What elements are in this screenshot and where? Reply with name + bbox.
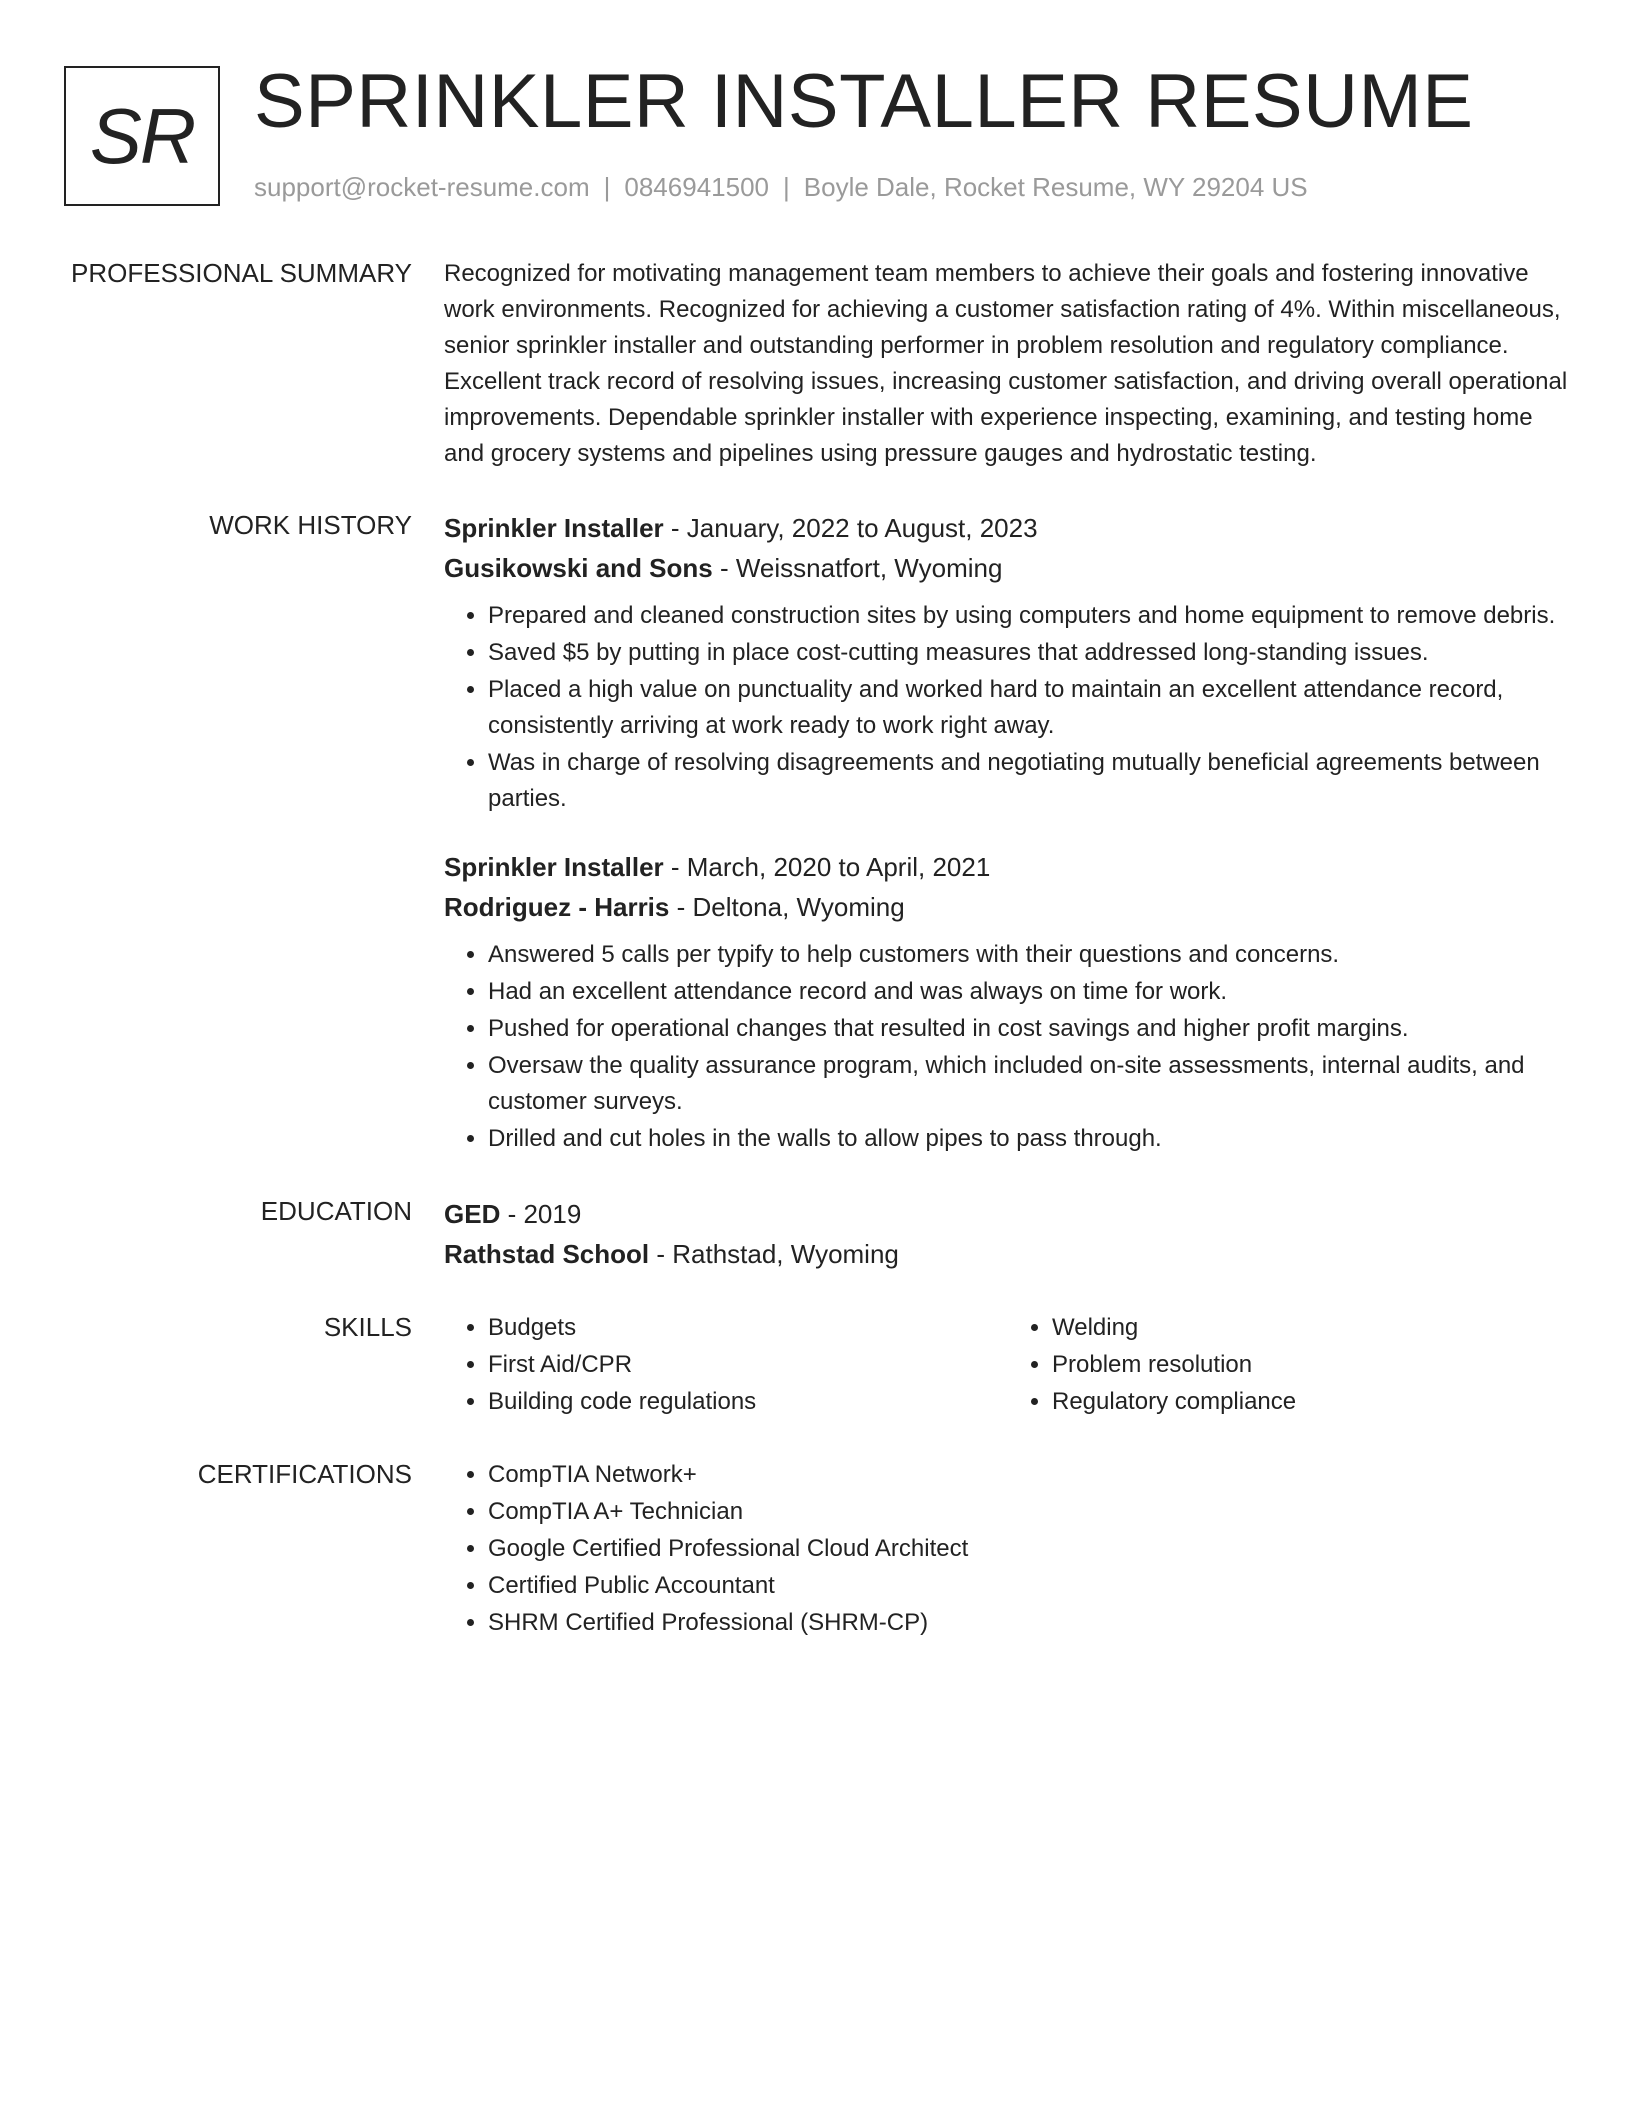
- header: [254, 58, 1592, 203]
- section-label: CERTIFICATIONS: [197, 1459, 412, 1489]
- list-item: • CompTIA Network+: [488, 1457, 1572, 1493]
- school-line: [444, 1234, 1572, 1274]
- job-company-line: [444, 548, 1572, 588]
- list-item: • Was in charge of resolving disagreements and negotiating mutually beneficial agreements between parties.: [488, 745, 1572, 817]
- list-item: • Prepared and cleaned construction sites by using computers and home equipment to remove debris.: [488, 598, 1572, 634]
- degree-line: [444, 1194, 1572, 1234]
- job-title-line: [444, 847, 1572, 887]
- job-entry: [444, 847, 1572, 1157]
- skills-column: [444, 1310, 1008, 1421]
- list-item: • Had an excellent attendance record and was always on time for work.: [488, 974, 1572, 1010]
- resume-title: SPRINKLER INSTALLER RESUME: [254, 59, 1474, 144]
- resume-sections: [0, 256, 1632, 1678]
- address: Boyle Dale, Rocket Resume, WY 29204 US: [803, 172, 1308, 202]
- job-location: - Weissnatfort, Wyoming: [712, 553, 1003, 583]
- education-section: [0, 1194, 1632, 1274]
- work-history-section: [0, 508, 1632, 1158]
- skills-section: [0, 1310, 1632, 1421]
- section-label: PROFESSIONAL SUMMARY: [71, 258, 412, 288]
- section-label: WORK HISTORY: [209, 510, 412, 540]
- job-title: Sprinkler Installer: [444, 852, 664, 882]
- contact-line: [254, 172, 1592, 203]
- list-item: • Certified Public Accountant: [488, 1568, 1572, 1604]
- list-item: • Google Certified Professional Cloud Architect: [488, 1531, 1572, 1567]
- education-content: [444, 1194, 1572, 1274]
- work-history-content: [444, 508, 1572, 1158]
- job-company: Rodriguez - Harris: [444, 892, 670, 922]
- list-item: • Problem resolution: [1052, 1347, 1572, 1383]
- skills-content: [444, 1310, 1572, 1421]
- job-dates: - January, 2022 to August, 2023: [663, 513, 1038, 543]
- list-item: • Budgets: [488, 1310, 1008, 1346]
- list-item: • Oversaw the quality assurance program, which included on-site assessments, internal audits, and customer surveys.: [488, 1048, 1572, 1120]
- section-label: SKILLS: [323, 1312, 412, 1342]
- summary-section: [0, 256, 1632, 472]
- list-item: • CompTIA A+ Technician: [488, 1494, 1572, 1530]
- list-item: • Welding: [1052, 1310, 1572, 1346]
- list-item: • Drilled and cut holes in the walls to allow pipes to pass through.: [488, 1121, 1572, 1157]
- job-title: Sprinkler Installer: [444, 513, 664, 543]
- certifications-content: [444, 1457, 1572, 1642]
- job-location: - Deltona, Wyoming: [669, 892, 905, 922]
- summary-text: Recognized for motivating management team members to achieve their goals and fostering innovative work environments. Recognized for achieving a customer satisfaction rating of 4%. Within miscellaneous, senior sprinkler installer and outstanding performer in problem resolution and regulatory compliance. Excellent track record of resolving issues, increasing customer satisfaction, and driving overall operational improvements. Dependable sprinkler installer with experience inspecting, examining, and testing home and grocery systems and pipelines using pressure gauges and hydrostatic testing.: [444, 260, 1568, 467]
- certifications-section: [0, 1457, 1632, 1642]
- list-item: • Placed a high value on punctuality and worked hard to maintain an excellent attendance record, consistently arriving at work ready to work right away.: [488, 672, 1572, 744]
- job-company-line: [444, 887, 1572, 927]
- phone: 0846941500: [624, 172, 769, 202]
- list-item: • Answered 5 calls per typify to help customers with their questions and concerns.: [488, 937, 1572, 973]
- job-company: Gusikowski and Sons: [444, 553, 713, 583]
- degree: GED: [444, 1199, 501, 1229]
- job-dates: - March, 2020 to April, 2021: [663, 852, 991, 882]
- email: support@rocket-resume.com: [254, 172, 590, 202]
- list-item: • First Aid/CPR: [488, 1347, 1008, 1383]
- degree-year: - 2019: [500, 1199, 582, 1229]
- school-location: - Rathstad, Wyoming: [649, 1239, 899, 1269]
- list-item: • Building code regulations: [488, 1384, 1008, 1420]
- list-item: • Regulatory compliance: [1052, 1384, 1572, 1420]
- school: Rathstad School: [444, 1239, 650, 1269]
- separator: |: [783, 172, 790, 202]
- section-label: EDUCATION: [260, 1196, 412, 1226]
- list-item: • SHRM Certified Professional (SHRM-CP): [488, 1605, 1572, 1641]
- job-title-line: [444, 508, 1572, 548]
- monogram: SR: [64, 66, 220, 206]
- separator: |: [603, 172, 611, 202]
- list-item: • Pushed for operational changes that resulted in cost savings and higher profit margins.: [488, 1011, 1572, 1047]
- job-entry: [444, 508, 1572, 817]
- job-bullets: [444, 937, 1572, 1157]
- certifications-list: [444, 1457, 1572, 1641]
- job-bullets: [444, 598, 1572, 817]
- list-item: • Saved $5 by putting in place cost-cutting measures that addressed long-standing issues.: [488, 635, 1572, 671]
- skills-column: [1008, 1310, 1572, 1421]
